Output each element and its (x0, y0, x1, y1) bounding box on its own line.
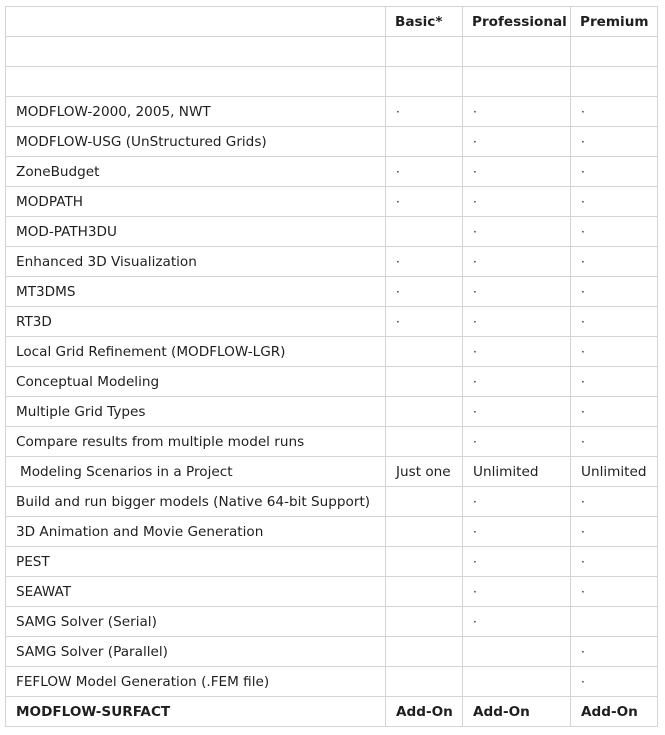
cell-basic: Just one (386, 457, 463, 487)
cell-basic: Add-On (386, 697, 463, 727)
table-row (6, 427, 658, 457)
cell-feature: Multiple Grid Types (6, 397, 386, 427)
cell-feature: MOD-PATH3DU (6, 217, 386, 247)
cell-professional: · (463, 427, 571, 457)
cell-feature: SAMG Solver (Serial) (6, 607, 386, 637)
header-premium: Premium (571, 7, 658, 37)
cell-basic (386, 427, 463, 457)
table-row (6, 367, 658, 397)
table-row (6, 67, 658, 97)
cell-basic (386, 217, 463, 247)
table-row (6, 697, 658, 727)
cell-premium (571, 67, 658, 97)
cell-professional: · (463, 547, 571, 577)
cell-professional: Add-On (463, 697, 571, 727)
table-row (6, 127, 658, 157)
cell-feature: RT3D (6, 307, 386, 337)
cell-premium: · (571, 187, 658, 217)
cell-basic: · (386, 277, 463, 307)
cell-feature: Compare results from multiple model runs (6, 427, 386, 457)
cell-professional (463, 67, 571, 97)
cell-professional: · (463, 367, 571, 397)
cell-basic (386, 397, 463, 427)
cell-basic: · (386, 187, 463, 217)
table-row (6, 667, 658, 697)
cell-basic: · (386, 247, 463, 277)
cell-basic: · (386, 307, 463, 337)
cell-professional: · (463, 97, 571, 127)
cell-professional: · (463, 607, 571, 637)
cell-feature (6, 37, 386, 67)
cell-basic (386, 37, 463, 67)
cell-professional: · (463, 517, 571, 547)
cell-professional: Unlimited (463, 457, 571, 487)
table-row (6, 307, 658, 337)
cell-professional: · (463, 307, 571, 337)
cell-professional: · (463, 187, 571, 217)
table-row (6, 157, 658, 187)
cell-feature: MODFLOW-2000, 2005, NWT (6, 97, 386, 127)
cell-premium: · (571, 337, 658, 367)
cell-basic (386, 577, 463, 607)
table-row (6, 517, 658, 547)
cell-premium: Unlimited (571, 457, 658, 487)
cell-premium: · (571, 367, 658, 397)
cell-professional: · (463, 337, 571, 367)
cell-feature: Conceptual Modeling (6, 367, 386, 397)
cell-feature: SEAWAT (6, 577, 386, 607)
table-row (6, 577, 658, 607)
header-professional: Professional (463, 7, 571, 37)
header-row (6, 7, 658, 37)
cell-feature: FEFLOW Model Generation (.FEM file) (6, 667, 386, 697)
cell-premium: · (571, 577, 658, 607)
cell-premium (571, 607, 658, 637)
cell-premium: · (571, 397, 658, 427)
cell-basic (386, 127, 463, 157)
table-row (6, 607, 658, 637)
cell-feature: MODFLOW-USG (UnStructured Grids) (6, 127, 386, 157)
cell-basic (386, 67, 463, 97)
cell-professional: · (463, 397, 571, 427)
cell-basic (386, 547, 463, 577)
cell-basic: · (386, 157, 463, 187)
header-basic: Basic* (386, 7, 463, 37)
table-row (6, 187, 658, 217)
cell-basic (386, 487, 463, 517)
cell-premium: · (571, 247, 658, 277)
cell-feature: MODPATH (6, 187, 386, 217)
cell-basic (386, 337, 463, 367)
cell-professional: · (463, 217, 571, 247)
cell-basic (386, 517, 463, 547)
cell-feature: Local Grid Refinement (MODFLOW-LGR) (6, 337, 386, 367)
cell-professional: · (463, 157, 571, 187)
cell-professional: · (463, 127, 571, 157)
cell-basic (386, 667, 463, 697)
table-row (6, 277, 658, 307)
table-row (6, 247, 658, 277)
cell-premium: · (571, 667, 658, 697)
cell-feature: 3D Animation and Movie Generation (6, 517, 386, 547)
cell-professional: · (463, 247, 571, 277)
cell-professional (463, 667, 571, 697)
cell-premium (571, 37, 658, 67)
table-row (6, 487, 658, 517)
table-row (6, 37, 658, 67)
cell-premium: · (571, 157, 658, 187)
cell-feature: ZoneBudget (6, 157, 386, 187)
feature-comparison-table (5, 6, 658, 727)
cell-feature: Enhanced 3D Visualization (6, 247, 386, 277)
cell-premium: · (571, 97, 658, 127)
cell-premium: · (571, 517, 658, 547)
cell-feature (6, 67, 386, 97)
cell-basic (386, 637, 463, 667)
header-feature (6, 7, 386, 37)
table-row (6, 217, 658, 247)
cell-feature: Build and run bigger models (Native 64-bit Support) (6, 487, 386, 517)
cell-professional: · (463, 577, 571, 607)
cell-premium: · (571, 277, 658, 307)
table-row (6, 547, 658, 577)
cell-premium: · (571, 217, 658, 247)
cell-feature: SAMG Solver (Parallel) (6, 637, 386, 667)
table-row (6, 397, 658, 427)
cell-feature: PEST (6, 547, 386, 577)
table-row (6, 457, 658, 487)
cell-professional: · (463, 487, 571, 517)
cell-feature: MT3DMS (6, 277, 386, 307)
table-body (6, 37, 658, 727)
cell-professional: · (463, 277, 571, 307)
cell-professional (463, 637, 571, 667)
table-row (6, 337, 658, 367)
cell-basic (386, 367, 463, 397)
cell-premium: · (571, 637, 658, 667)
table-row (6, 637, 658, 667)
cell-premium: · (571, 427, 658, 457)
cell-premium: · (571, 127, 658, 157)
cell-professional (463, 37, 571, 67)
cell-premium: · (571, 487, 658, 517)
cell-premium: · (571, 307, 658, 337)
cell-premium: · (571, 547, 658, 577)
table-row (6, 97, 658, 127)
cell-feature: MODFLOW-SURFACT (6, 697, 386, 727)
cell-premium: Add-On (571, 697, 658, 727)
cell-basic: · (386, 97, 463, 127)
cell-feature: Modeling Scenarios in a Project (6, 457, 386, 487)
cell-basic (386, 607, 463, 637)
